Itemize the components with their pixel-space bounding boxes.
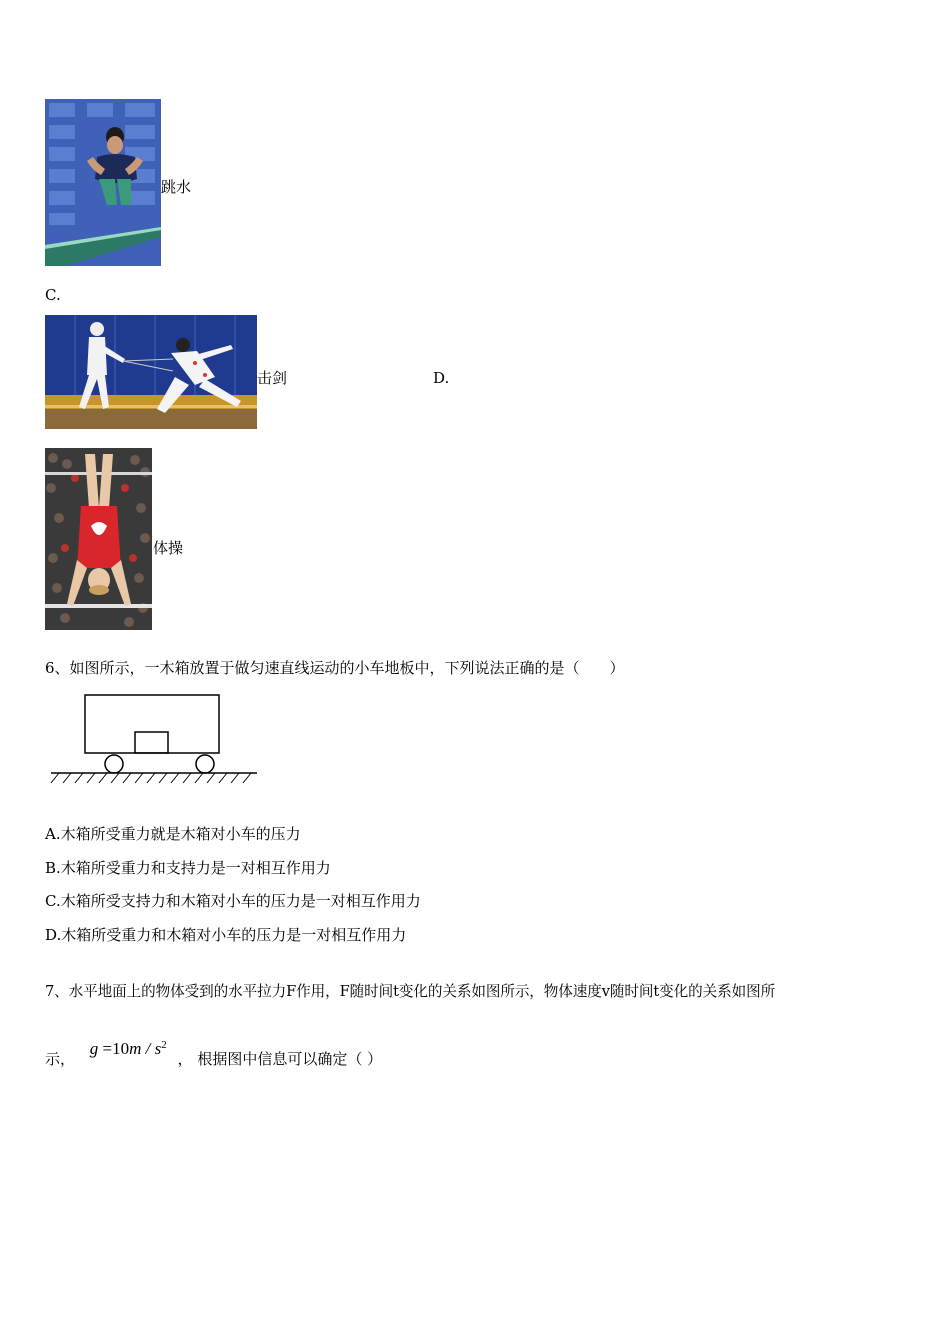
formula-unit: m / s (129, 1039, 162, 1058)
diving-photo (45, 99, 161, 266)
question-6-option-b[interactable]: B.木箱所受重力和支持力是一对相互作用力 (45, 859, 331, 877)
formula-exponent: 2 (161, 1039, 167, 1051)
gravity-formula (90, 1034, 167, 1060)
fencing-label: 击剑 (257, 369, 288, 387)
ground-hatching (51, 773, 251, 783)
diving-label: 跳水 (161, 178, 192, 196)
question-6-option-c[interactable]: C.木箱所受支持力和木箱对小车的压力是一对相互作用力 (45, 892, 421, 910)
question-6-option-d[interactable]: D.木箱所受重力和木箱对小车的压力是一对相互作用力 (45, 926, 407, 944)
question-6-text: 6、如图所示，一木箱放置于做匀速直线运动的小车地板中，下列说法正确的是（ ） (45, 659, 625, 677)
question-6-option-a[interactable]: A.木箱所受重力就是木箱对小车的压力 (45, 825, 301, 843)
gymnastics-label: 体操 (153, 539, 184, 557)
formula-equals-value: =10 (98, 1039, 130, 1058)
cart-body (85, 695, 219, 753)
question-7-line1: 7、水平地面上的物体受到的水平拉力F作用，F随时间t变化的关系如图所示，物体速度v随时间t变化的关系如图所 (45, 983, 776, 1000)
option-d-letter: D. (433, 369, 450, 387)
option-c-letter: C. (45, 286, 61, 304)
cart-wheel-right (196, 755, 214, 773)
fencing-photo (45, 315, 257, 429)
question-7-line2-suffix: ， 根据图中信息可以确定（ ） (177, 1050, 383, 1068)
cart-wheel-left (105, 755, 123, 773)
question-7-line2-prefix: 示， (45, 1050, 76, 1068)
gymnastics-photo (45, 448, 152, 630)
formula-g: g (89, 1039, 99, 1058)
wooden-box (135, 732, 168, 753)
cart-box-diagram (47, 692, 262, 787)
question-7-line2 (45, 1034, 383, 1068)
